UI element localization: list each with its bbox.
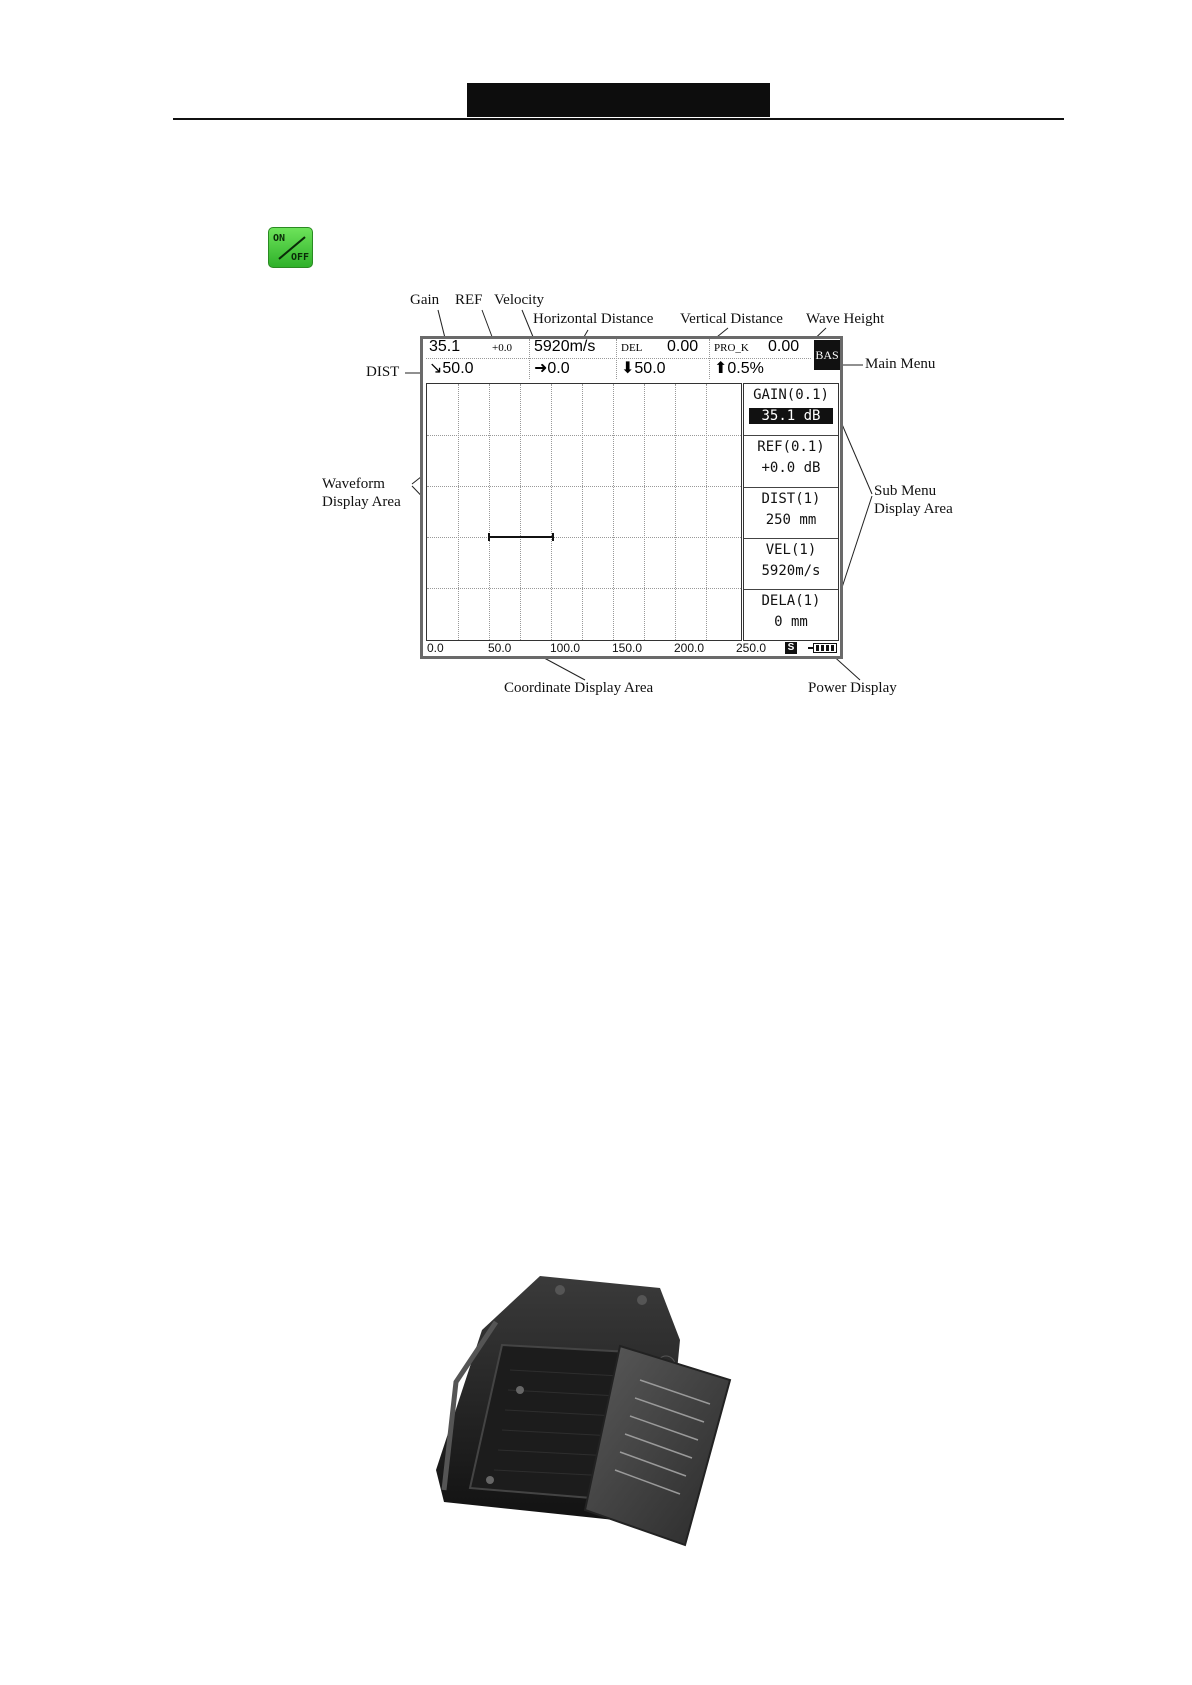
screw bbox=[555, 1285, 565, 1295]
callout-waveform-area bbox=[322, 475, 401, 511]
horizontal-distance-value: ➜0.0 bbox=[534, 360, 570, 377]
grid-line bbox=[613, 384, 614, 640]
battery-icon bbox=[813, 643, 837, 653]
submenu-dist-title: DIST(1) bbox=[761, 491, 821, 507]
del-label: DEL bbox=[621, 342, 643, 354]
grid-line bbox=[427, 588, 741, 589]
callout-sub-menu-line1: Sub Menu bbox=[874, 483, 937, 499]
callout-horizontal-distance: Horizontal Distance bbox=[533, 311, 654, 327]
submenu-item-dist[interactable] bbox=[744, 488, 838, 539]
del-value: 0.00 bbox=[667, 338, 699, 355]
grid-line bbox=[489, 384, 490, 640]
submenu-dela-value: 0 mm bbox=[774, 614, 808, 630]
callout-waveform-line1: Waveform bbox=[322, 476, 385, 492]
battery-cell bbox=[831, 645, 834, 651]
submenu-dela-title: DELA(1) bbox=[761, 593, 821, 609]
device-screen bbox=[420, 336, 843, 659]
pro-k-value: 0.00 bbox=[768, 338, 800, 355]
gate-marker bbox=[487, 532, 557, 542]
mode-badge: S bbox=[785, 642, 797, 654]
submenu-ref-value: +0.0 dB bbox=[761, 460, 821, 476]
axis-label: 0.0 bbox=[427, 641, 444, 655]
grid-line bbox=[551, 384, 552, 640]
axis-label: 150.0 bbox=[612, 641, 643, 655]
grid-line bbox=[675, 384, 676, 640]
header-divider bbox=[529, 339, 530, 379]
header-divider bbox=[709, 339, 710, 379]
submenu-item-dela[interactable] bbox=[744, 590, 838, 641]
sub-menu-display-area bbox=[743, 383, 839, 641]
header-divider bbox=[426, 358, 811, 359]
callout-vertical-distance: Vertical Distance bbox=[680, 311, 783, 327]
dist-value: ↘50.0 bbox=[429, 360, 474, 377]
grid-line bbox=[458, 384, 459, 640]
grid-line bbox=[427, 486, 741, 487]
power-icon-on-text: ON bbox=[273, 233, 286, 244]
battery-cell bbox=[816, 645, 819, 651]
device-battery-photo bbox=[430, 1270, 780, 1560]
callout-gain: Gain bbox=[410, 292, 440, 308]
battery-cell bbox=[821, 645, 824, 651]
callout-waveform-line2: Display Area bbox=[322, 494, 401, 510]
pro-k-label: PRO_K bbox=[714, 342, 749, 354]
submenu-gain-title: GAIN(0.1) bbox=[753, 387, 829, 403]
axis-label: 100.0 bbox=[550, 641, 581, 655]
callout-velocity: Velocity bbox=[494, 292, 544, 308]
submenu-gain-value: 35.1 dB bbox=[749, 408, 833, 424]
callout-main-menu: Main Menu bbox=[865, 356, 936, 372]
power-icon-off-text: OFF bbox=[290, 252, 309, 263]
axis-label: 50.0 bbox=[488, 641, 512, 655]
submenu-item-vel[interactable] bbox=[744, 539, 838, 590]
axis-label: 250.0 bbox=[736, 641, 767, 655]
ref-value: +0.0 bbox=[492, 342, 512, 354]
callout-sub-menu-area bbox=[874, 482, 953, 518]
axis-label: 200.0 bbox=[674, 641, 705, 655]
battery-cell bbox=[826, 645, 829, 651]
submenu-vel-value: 5920m/s bbox=[761, 563, 821, 579]
submenu-vel-title: VEL(1) bbox=[765, 542, 817, 558]
callout-sub-menu-line2: Display Area bbox=[874, 501, 953, 517]
grid-line bbox=[582, 384, 583, 640]
grid-line bbox=[706, 384, 707, 640]
submenu-ref-title: REF(0.1) bbox=[757, 439, 825, 455]
callout-dist: DIST bbox=[366, 364, 400, 380]
vertical-distance-value: ⬇50.0 bbox=[621, 360, 666, 377]
waveform-display-area bbox=[426, 383, 742, 641]
header-divider bbox=[616, 339, 617, 379]
screw bbox=[516, 1386, 524, 1394]
wave-height-value: ⬆0.5% bbox=[714, 360, 764, 377]
velocity-value: 5920m/s bbox=[534, 338, 596, 355]
submenu-dist-value: 250 mm bbox=[765, 512, 817, 528]
callout-ref: REF bbox=[455, 292, 483, 308]
callout-power-display: Power Display bbox=[808, 680, 897, 696]
callout-wave-height: Wave Height bbox=[806, 311, 885, 327]
grid-line bbox=[520, 384, 521, 640]
grid-line bbox=[427, 435, 741, 436]
submenu-item-gain[interactable] bbox=[744, 384, 838, 435]
submenu-item-ref[interactable] bbox=[744, 436, 838, 487]
main-menu-bas[interactable]: BAS bbox=[814, 340, 840, 370]
screw bbox=[637, 1295, 647, 1305]
gain-value: 35.1 bbox=[429, 338, 461, 355]
screw bbox=[486, 1476, 494, 1484]
grid-line bbox=[427, 537, 741, 538]
callout-coordinate-area: Coordinate Display Area bbox=[504, 680, 654, 696]
grid-line bbox=[644, 384, 645, 640]
